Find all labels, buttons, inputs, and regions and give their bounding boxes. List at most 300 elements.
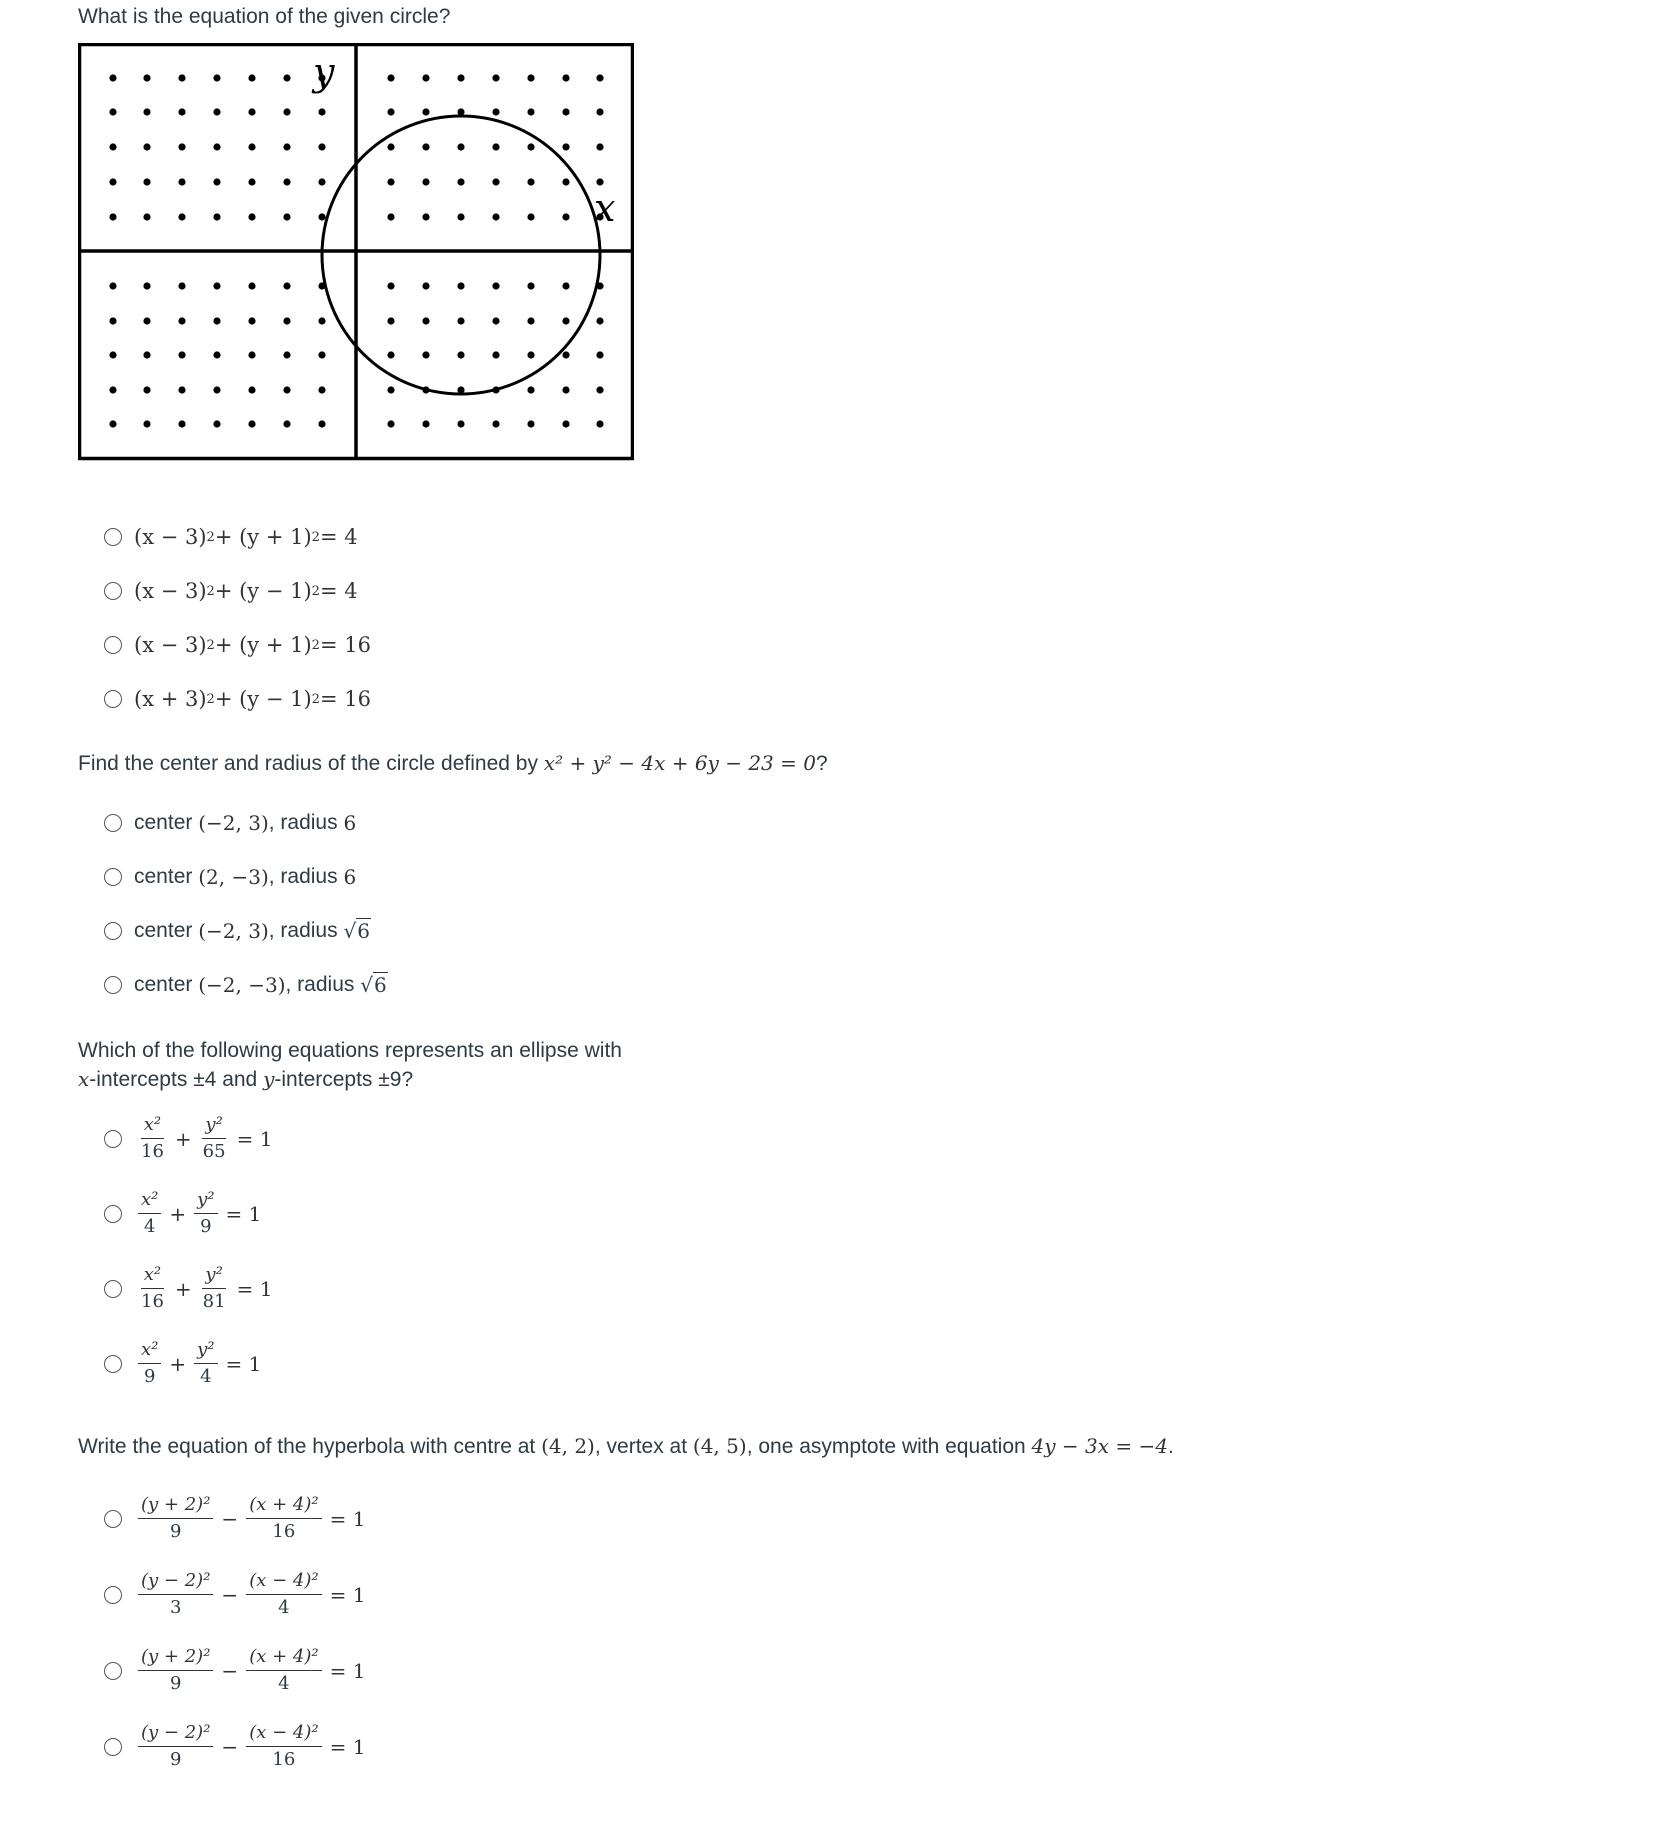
grid-dot <box>109 351 116 358</box>
grid-dot <box>527 282 534 289</box>
grid-dot <box>492 282 499 289</box>
q2-option-4[interactable] <box>104 973 388 997</box>
radio-button[interactable] <box>104 1662 122 1680</box>
grid-dot <box>562 74 569 81</box>
fraction <box>194 1340 217 1387</box>
question-1-prompt: What is the equation of the given circle? <box>78 5 451 28</box>
grid-dot <box>318 178 325 185</box>
grid-dot <box>248 178 255 185</box>
prompt-part-b: , vertex at <box>594 1435 688 1458</box>
grid-dot <box>248 386 255 393</box>
operator: + <box>169 1201 187 1226</box>
grid-dot <box>283 74 290 81</box>
fraction <box>246 1647 321 1694</box>
grid-dot <box>248 213 255 220</box>
eq-rhs: = 4 <box>319 525 358 549</box>
numerator: x² <box>138 1190 161 1214</box>
numerator: (y − 2)² <box>138 1723 213 1747</box>
grid-dot <box>527 386 534 393</box>
denominator: 9 <box>143 1366 156 1387</box>
grid-dot <box>527 213 534 220</box>
equals-one: = 1 <box>236 1276 273 1301</box>
operator: + <box>174 1126 192 1151</box>
fraction <box>138 1115 167 1162</box>
grid-dot <box>562 143 569 150</box>
grid-dot <box>387 213 394 220</box>
option-label <box>134 1723 369 1770</box>
numerator: (x + 4)² <box>246 1495 321 1519</box>
grid-dot <box>387 317 394 324</box>
q4-option-4[interactable] <box>104 1723 369 1770</box>
eq-term-2: + (y − 1) <box>214 579 312 603</box>
grid-dot <box>318 386 325 393</box>
prompt-equation: x² + y² − 4x + 6y − 23 = 0 <box>543 751 816 775</box>
grid-dot <box>527 351 534 358</box>
grid-dot <box>178 282 185 289</box>
option-label <box>134 1340 265 1387</box>
grid-dot <box>178 351 185 358</box>
grid-dot <box>562 282 569 289</box>
prompt-end: -intercepts ±9? <box>274 1068 414 1091</box>
denominator: 81 <box>202 1291 226 1312</box>
prompt-text: Find the center and radius of the circle defined by <box>78 752 538 775</box>
grid-dot <box>213 317 220 324</box>
eq-term-1: (x − 3) <box>134 579 207 603</box>
radio-button[interactable] <box>104 690 122 708</box>
grid-dot <box>562 351 569 358</box>
numerator: y² <box>194 1340 217 1364</box>
grid-dot <box>318 317 325 324</box>
grid-dot <box>457 143 464 150</box>
grid-dot <box>596 108 603 115</box>
q2-option-2[interactable] <box>104 865 356 889</box>
fraction <box>246 1495 321 1542</box>
grid-dot <box>318 143 325 150</box>
numerator: (y + 2)² <box>138 1647 213 1671</box>
prompt-end: . <box>1168 1435 1174 1458</box>
grid-dot <box>596 143 603 150</box>
eq-rhs: = 16 <box>319 633 371 657</box>
question-1 <box>78 2 450 31</box>
prompt-end: ? <box>815 752 828 775</box>
q3-option-3[interactable] <box>104 1265 276 1312</box>
grid-dot <box>596 386 603 393</box>
grid-dot <box>457 351 464 358</box>
question-3-prompt <box>78 1036 622 1094</box>
radius-word: , radius <box>268 919 338 942</box>
radio-button[interactable] <box>104 1355 122 1373</box>
q4-option-1[interactable] <box>104 1495 369 1542</box>
eq-term-1: (x + 3) <box>134 687 207 711</box>
grid-dot <box>178 213 185 220</box>
grid-dot <box>213 420 220 427</box>
center-word: center <box>134 919 193 942</box>
grid-dot <box>143 282 150 289</box>
grid-dot <box>178 143 185 150</box>
grid-dot <box>422 108 429 115</box>
fraction <box>138 1340 161 1387</box>
denominator: 16 <box>141 1291 164 1312</box>
grid-dot <box>109 282 116 289</box>
grid-dot <box>213 351 220 358</box>
prompt-line-1: Which of the following equations represents an ellipse with <box>78 1039 622 1062</box>
denominator: 4 <box>278 1673 290 1694</box>
grid-dot <box>387 143 394 150</box>
question-4 <box>78 1432 1174 1461</box>
grid-dot <box>109 213 116 220</box>
numerator: x² <box>138 1340 161 1364</box>
grid-dot <box>492 108 499 115</box>
option-label <box>134 865 356 889</box>
center-value: (2, −3) <box>198 865 269 889</box>
option-label <box>134 1647 369 1694</box>
grid-dot <box>213 74 220 81</box>
grid-dot <box>492 143 499 150</box>
center-word: center <box>134 865 193 888</box>
grid-dot <box>283 351 290 358</box>
q1-option-1[interactable] <box>104 525 358 549</box>
center-value: (−2, 3) <box>198 811 269 835</box>
prompt-part-a: Write the equation of the hyperbola with centre at <box>78 1435 536 1458</box>
grid-dot <box>527 108 534 115</box>
grid-dot <box>562 213 569 220</box>
grid-dot <box>492 178 499 185</box>
eq-term-2: + (y + 1) <box>214 633 312 657</box>
grid-dot <box>283 178 290 185</box>
grid-dot <box>213 143 220 150</box>
denominator: 16 <box>272 1521 296 1542</box>
operator: − <box>221 1506 239 1531</box>
grid-dot <box>562 386 569 393</box>
centre-value: (4, 2) <box>541 1434 595 1458</box>
q2-option-3[interactable] <box>104 919 371 943</box>
grid-dot <box>283 317 290 324</box>
numerator: y² <box>194 1190 217 1214</box>
grid-dot <box>422 213 429 220</box>
grid-dot <box>457 282 464 289</box>
option-label <box>134 1190 265 1237</box>
eq-term-2: + (y + 1) <box>214 525 312 549</box>
radio-button[interactable] <box>104 1280 122 1298</box>
equals-one: = 1 <box>329 1734 366 1759</box>
grid-dot <box>213 213 220 220</box>
fraction <box>200 1115 229 1162</box>
equals-one: = 1 <box>225 1351 262 1376</box>
option-label <box>134 919 371 943</box>
operator: + <box>169 1351 187 1376</box>
grid-dot <box>178 386 185 393</box>
denominator: 3 <box>169 1597 182 1618</box>
denominator: 16 <box>272 1749 296 1770</box>
q3-option-1[interactable] <box>104 1115 276 1162</box>
circle-graph <box>78 43 634 462</box>
center-value: (−2, −3) <box>198 973 286 997</box>
numerator: (y + 2)² <box>138 1495 213 1519</box>
prompt-mid: -intercepts ±4 and <box>89 1068 258 1091</box>
grid-dot <box>109 143 116 150</box>
operator: − <box>221 1734 239 1759</box>
fraction <box>246 1723 321 1770</box>
vertex-value: (4, 5) <box>692 1434 747 1458</box>
center-value: (−2, 3) <box>198 919 269 943</box>
q4-option-3[interactable] <box>104 1647 369 1694</box>
sqrt-symbol: √6 <box>343 919 370 943</box>
radius-value: 6 <box>343 811 357 835</box>
grid-dot <box>178 178 185 185</box>
grid-dot <box>596 178 603 185</box>
equals-one: = 1 <box>329 1658 366 1683</box>
grid-dot <box>457 74 464 81</box>
grid-dot <box>143 143 150 150</box>
grid-dot <box>596 317 603 324</box>
radio-button[interactable] <box>104 582 122 600</box>
grid-dot <box>143 213 150 220</box>
numerator: (x − 4)² <box>246 1723 321 1747</box>
radio-button[interactable] <box>104 922 122 940</box>
grid-dot <box>178 108 185 115</box>
grid-dot <box>457 317 464 324</box>
operator: + <box>174 1276 192 1301</box>
grid-dot <box>492 420 499 427</box>
numerator: (y − 2)² <box>138 1571 213 1595</box>
grid-dot <box>527 74 534 81</box>
grid-dot <box>387 178 394 185</box>
denominator: 16 <box>141 1141 164 1162</box>
option-label: (x + 3) 2 + (y − 1) 2 = 16 <box>134 687 371 711</box>
grid-dot <box>143 420 150 427</box>
grid-dot <box>109 317 116 324</box>
grid-dot <box>248 317 255 324</box>
denominator: 9 <box>169 1749 182 1770</box>
grid-dot <box>422 317 429 324</box>
grid-dot <box>527 178 534 185</box>
grid-dot <box>387 386 394 393</box>
grid-dot <box>248 420 255 427</box>
question-3 <box>78 1036 622 1094</box>
grid-dot <box>178 317 185 324</box>
radius-word: , radius <box>268 811 338 834</box>
center-word: center <box>134 973 193 996</box>
fraction <box>246 1571 321 1618</box>
grid-dot <box>283 143 290 150</box>
denominator: 9 <box>169 1673 182 1694</box>
option-label: (x − 3) 2 + (y + 1) 2 = 4 <box>134 525 358 549</box>
grid-dot <box>492 317 499 324</box>
grid-dot <box>318 108 325 115</box>
denominator: 9 <box>200 1216 212 1237</box>
option-label <box>134 1571 369 1618</box>
q1-option-3[interactable] <box>104 633 371 657</box>
equals-one: = 1 <box>329 1506 366 1531</box>
prompt-part-c: , one asymptote with equation <box>746 1435 1026 1458</box>
eq-term-2: + (y − 1) <box>214 687 312 711</box>
numerator: x² <box>141 1265 164 1289</box>
grid-dot <box>143 386 150 393</box>
grid-dot <box>527 317 534 324</box>
q3-option-4[interactable] <box>104 1340 265 1387</box>
grid-dot <box>422 74 429 81</box>
grid-dot <box>422 420 429 427</box>
prompt-x-var: x <box>78 1067 90 1091</box>
eq-rhs: = 4 <box>319 579 358 603</box>
grid-dot <box>248 108 255 115</box>
prompt-y-var: y <box>263 1067 275 1091</box>
numerator: (x + 4)² <box>246 1647 321 1671</box>
q2-option-1[interactable] <box>104 811 356 835</box>
fraction <box>138 1190 161 1237</box>
grid-dot <box>283 108 290 115</box>
grid-dot <box>318 213 325 220</box>
option-label <box>134 811 356 835</box>
option-label <box>134 1115 276 1162</box>
grid-dot <box>109 386 116 393</box>
grid-dot <box>387 351 394 358</box>
asymptote-equation: 4y − 3x = −4 <box>1031 1434 1169 1458</box>
grid-dot <box>248 74 255 81</box>
grid-dot <box>143 317 150 324</box>
grid-dot <box>527 143 534 150</box>
grid-dot <box>527 420 534 427</box>
fraction <box>138 1265 167 1312</box>
option-label: (x − 3) 2 + (y − 1) 2 = 4 <box>134 579 358 603</box>
grid-dot <box>109 178 116 185</box>
x-axis-label: x <box>594 186 616 230</box>
operator: − <box>221 1582 239 1607</box>
denominator: 9 <box>169 1521 182 1542</box>
grid-dot <box>248 351 255 358</box>
denominator: 65 <box>202 1141 226 1162</box>
fraction <box>138 1571 213 1618</box>
fraction <box>138 1647 213 1694</box>
option-label <box>134 1495 369 1542</box>
grid-dot <box>457 213 464 220</box>
q3-option-2[interactable] <box>104 1190 265 1237</box>
radio-button[interactable] <box>104 1586 122 1604</box>
grid-dot <box>178 420 185 427</box>
radius-word: , radius <box>285 973 355 996</box>
fraction <box>138 1723 213 1770</box>
grid-dot <box>283 213 290 220</box>
grid-dot <box>422 351 429 358</box>
equals-one: = 1 <box>236 1126 273 1151</box>
radio-button[interactable] <box>104 1130 122 1148</box>
radius-word: , radius <box>268 865 338 888</box>
question-2-prompt <box>78 749 828 778</box>
grid-dot <box>213 108 220 115</box>
grid-dot <box>562 108 569 115</box>
radius-value: 6 <box>357 919 370 943</box>
q1-option-2[interactable] <box>104 579 358 603</box>
grid-dot <box>318 420 325 427</box>
grid-dot <box>492 351 499 358</box>
grid-dot <box>422 282 429 289</box>
grid-dot <box>492 74 499 81</box>
radio-button[interactable] <box>104 1205 122 1223</box>
q4-option-2[interactable] <box>104 1571 369 1618</box>
grid-dot <box>248 143 255 150</box>
eq-term-1: (x − 3) <box>134 525 207 549</box>
radio-button[interactable] <box>104 1738 122 1756</box>
grid-dot <box>213 178 220 185</box>
eq-term-1: (x − 3) <box>134 633 207 657</box>
numerator: y² <box>202 1265 225 1289</box>
question-4-prompt <box>78 1432 1174 1461</box>
equals-one: = 1 <box>329 1582 366 1607</box>
grid-dot <box>562 317 569 324</box>
grid-dot <box>109 74 116 81</box>
radius-value: 6 <box>373 973 387 997</box>
grid-dot <box>283 420 290 427</box>
fraction <box>200 1265 229 1312</box>
radio-button[interactable] <box>104 868 122 886</box>
grid-dot <box>178 74 185 81</box>
radio-button[interactable] <box>104 1510 122 1528</box>
grid-dot <box>143 108 150 115</box>
grid-dot <box>387 108 394 115</box>
grid-dot <box>143 351 150 358</box>
grid-dot <box>109 108 116 115</box>
numerator: x² <box>141 1115 164 1139</box>
numerator: (x − 4)² <box>246 1571 321 1595</box>
grid-dot <box>248 282 255 289</box>
eq-rhs: = 16 <box>319 687 371 711</box>
grid-dot <box>562 420 569 427</box>
center-word: center <box>134 811 193 834</box>
grid-dot <box>457 420 464 427</box>
grid-dot <box>143 178 150 185</box>
q1-option-4[interactable] <box>104 687 371 711</box>
option-label <box>134 973 388 997</box>
grid-dot <box>283 386 290 393</box>
grid-dot <box>596 74 603 81</box>
equals-one: = 1 <box>225 1201 262 1226</box>
grid-dot <box>318 351 325 358</box>
grid-dot <box>457 178 464 185</box>
grid-dot <box>283 282 290 289</box>
radius-value: 6 <box>343 865 357 889</box>
question-2 <box>78 749 828 778</box>
operator: − <box>221 1658 239 1683</box>
grid-dot <box>213 282 220 289</box>
grid-dot <box>387 74 394 81</box>
option-label: (x − 3) 2 + (y + 1) 2 = 16 <box>134 633 371 657</box>
grid-dot <box>492 213 499 220</box>
grid-dot <box>562 178 569 185</box>
grid-dot <box>422 178 429 185</box>
numerator: y² <box>202 1115 225 1139</box>
option-label <box>134 1265 276 1312</box>
fraction <box>138 1495 213 1542</box>
grid-dot <box>143 74 150 81</box>
sqrt-symbol: √6 <box>360 973 387 997</box>
fraction <box>194 1190 217 1237</box>
grid-dot <box>387 282 394 289</box>
grid-dot <box>387 420 394 427</box>
grid-dot <box>109 420 116 427</box>
denominator: 4 <box>200 1366 212 1387</box>
grid-dot <box>596 351 603 358</box>
grid-dot <box>596 420 603 427</box>
denominator: 4 <box>143 1216 156 1237</box>
y-axis-label: y <box>313 50 335 94</box>
radio-button[interactable] <box>104 814 122 832</box>
radio-button[interactable] <box>104 636 122 654</box>
denominator: 4 <box>278 1597 290 1618</box>
grid-dot <box>422 143 429 150</box>
radio-button[interactable] <box>104 976 122 994</box>
radio-button[interactable] <box>104 528 122 546</box>
grid-dot <box>213 386 220 393</box>
